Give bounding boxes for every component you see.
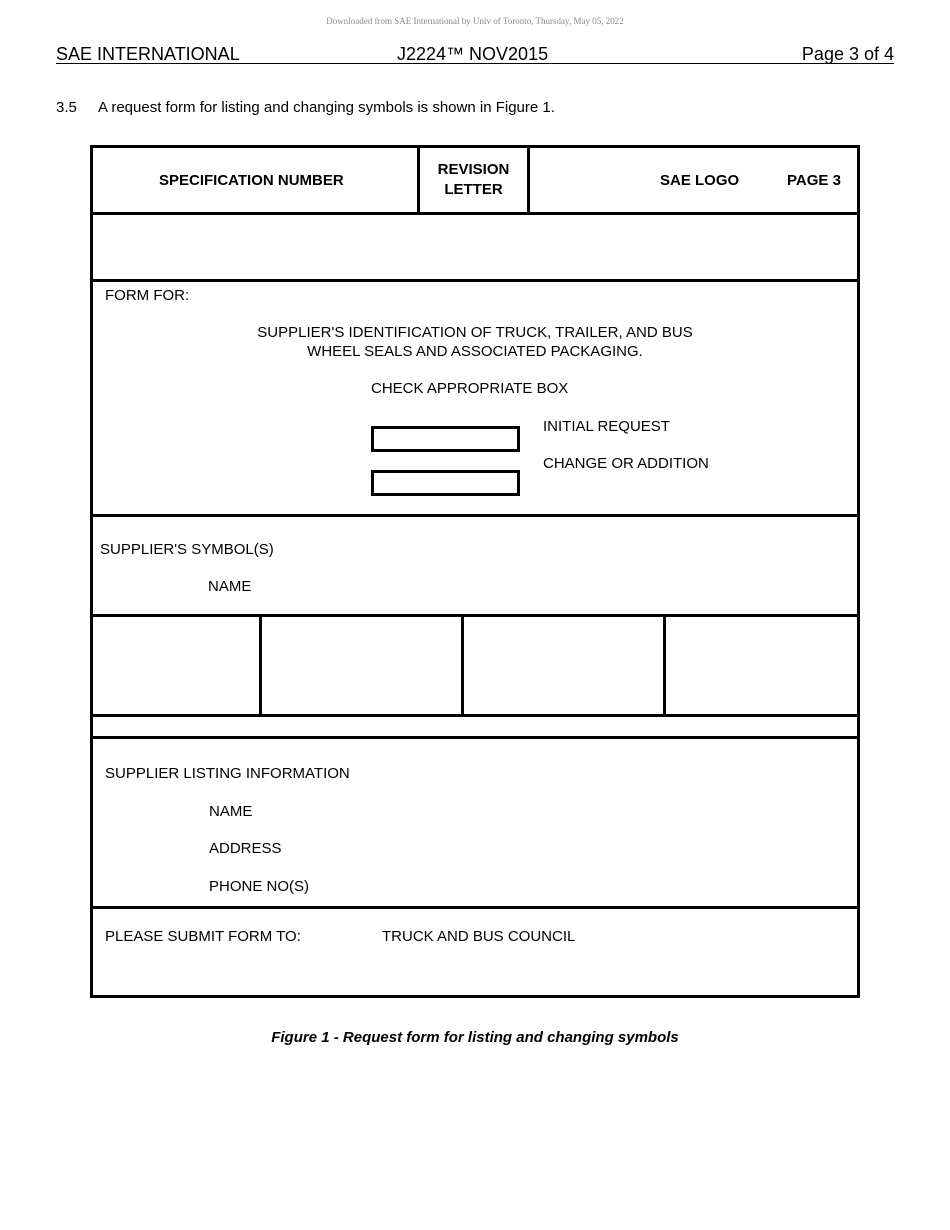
divider [663,614,666,716]
header-doc-id: J2224™ NOV2015 [397,44,549,64]
form-title-line1: SUPPLIER'S IDENTIFICATION OF TRUCK, TRAILER, AND BUS [257,324,693,341]
request-form [90,145,860,998]
header-page-number: Page 3 of 4 [801,44,894,64]
download-watermark: Downloaded from SAE International by Univ of Toronto, Thursday, May 05, 2022 [326,16,624,26]
initial-request-label: INITIAL REQUEST [543,418,670,435]
submit-form-label: PLEASE SUBMIT FORM TO: [105,928,301,945]
divider [93,906,857,909]
revision-header-line2: LETTER [444,181,503,198]
check-box-instruction: CHECK APPROPRIATE BOX [371,380,569,397]
change-or-addition-checkbox[interactable] [371,470,520,496]
divider [93,279,857,282]
divider [93,212,857,215]
header-rule [56,63,894,64]
divider [93,736,857,739]
supplier-listing-label: SUPPLIER LISTING INFORMATION [105,765,350,782]
divider [461,614,464,716]
section-number: 3.5 [56,99,77,116]
page-header: PAGE 3 [787,172,841,189]
supplier-symbols-label: SUPPLIER'S SYMBOL(S) [100,541,274,558]
spec-number-header: SPECIFICATION NUMBER [159,172,344,189]
change-or-addition-label: CHANGE OR ADDITION [543,455,709,472]
revision-header-line1: REVISION [437,161,510,178]
form-title-line2: WHEEL SEALS AND ASSOCIATED PACKAGING. [307,343,643,360]
symbols-name-label: NAME [208,578,252,595]
divider [93,514,857,517]
divider [93,714,857,717]
listing-address-label: ADDRESS [209,840,282,857]
initial-request-checkbox[interactable] [371,426,520,452]
divider [259,614,262,716]
header-org: SAE INTERNATIONAL [56,44,240,64]
divider [93,614,857,617]
listing-name-label: NAME [209,803,253,820]
submit-recipient: TRUCK AND BUS COUNCIL [382,928,576,945]
form-for-label: FORM FOR: [105,287,190,304]
sae-logo-header: SAE LOGO [660,172,740,189]
figure-caption: Figure 1 - Request form for listing and changing symbols [271,1029,679,1046]
section-text: A request form for listing and changing symbols is shown in Figure 1. [98,99,555,116]
divider [527,148,530,214]
listing-phone-label: PHONE NO(S) [209,878,310,895]
